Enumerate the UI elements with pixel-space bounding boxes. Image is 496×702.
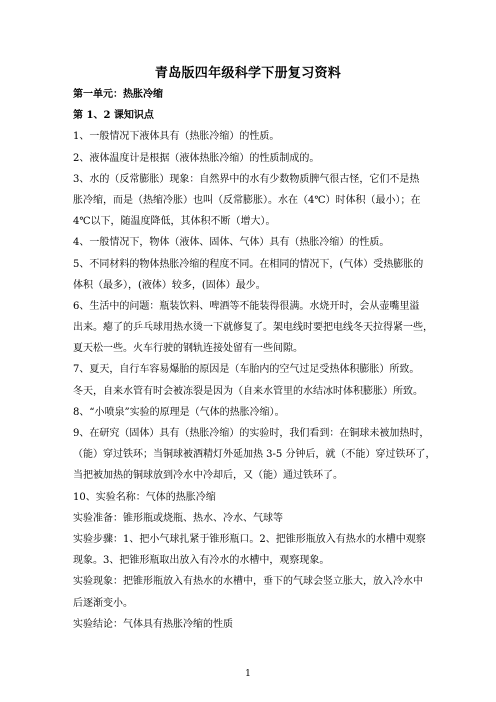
- section-heading: 第 1、2 课知识点: [73, 110, 154, 122]
- text-line: 9、在研究（固体）具有（热胀冷缩）的实验时，我们看到：在铜球未被加热时，: [73, 428, 430, 439]
- text-line: 4、一般情况下，物体（液体、固体、气体）具有（热胀冷缩）的性质。: [73, 237, 390, 249]
- text-line: 实验准备：锥形瓶或烧瓶、热水、冷水、气球等: [73, 512, 283, 524]
- text-line: 当把被加热的铜球放到冷水中冷却后，又（能）通过铁环了。: [73, 470, 343, 482]
- text-line: 3、水的（反常膨胀）现象：自然界中的水有少数物质脾气很古怪，它们不是热: [73, 173, 420, 185]
- text-line: 现象。3、把锥形瓶取出放入有冷水的水槽中，观察现象。: [73, 555, 330, 567]
- text-line: （能）穿过铁环；当铜球被酒精灯外延加热 3-5 分钟后，就（不能）穿过铁环了，: [73, 449, 436, 461]
- text-line: 实验现象：把锥形瓶放入有热水的水槽中，垂下的气球会竖立胀大，放入冷水中: [73, 576, 423, 588]
- text-line: 8、“小喷泉”实验的原理是（气体的热胀冷缩）。: [73, 406, 285, 418]
- unit-heading: 第一单元：热胀冷缩: [73, 89, 163, 100]
- text-line: 实验步骤：1、把小气球扎紧于锥形瓶口。2、把锥形瓶放入有热水的水槽中观察: [73, 533, 426, 545]
- text-line: 实验结论：气体具有热胀冷缩的性质: [73, 618, 233, 630]
- text-line: 夏天松一些。火车行驶的钢轨连接处留有一些间隙。: [73, 343, 303, 355]
- text-line: 后逐渐变小。: [73, 597, 133, 609]
- text-line: 6、生活中的问题：瓶装饮料、啤酒等不能装得很满。水烧开时，会从壶嘴里溢: [73, 300, 420, 312]
- page-number: 1: [245, 669, 251, 679]
- text-line: 胀冷缩，而是（热缩冷胀）也叫（反常膨胀）。水在（4℃）时体积（最小）；在: [73, 194, 421, 206]
- text-line: 出来。瘪了的乒乓球用热水烫一下就修复了。架电线时要把电线冬天拉得紧一些，: [73, 322, 433, 334]
- document-title: 青岛版四年级科学下册复习资料: [154, 66, 342, 81]
- text-line: 体积（最多），(液体）较多，(固体）最少。: [73, 279, 266, 291]
- text-line: 4℃以下，随温度降低，其体积不断（增大）。: [73, 216, 276, 228]
- text-line: 冬天，自来水管有时会被冻裂是因为（自来水管里的水结冰时体积膨胀）所致。: [73, 385, 423, 397]
- text-line: 2、液体温度计是根据（液体热胀冷缩）的性质制成的。: [73, 152, 320, 164]
- document-body: [73, 84, 436, 635]
- text-line: 1、一般情况下液体具有（热胀冷缩）的性质。: [73, 131, 280, 143]
- text-line: 10、实验名称：气体的热胀冷缩: [73, 491, 216, 503]
- text-line: 7、夏天，自行车容易爆胎的原因是（车胎内的空气过足受热体积膨胀）所致。: [73, 364, 420, 376]
- text-line: 5、不同材料的物体热胀冷缩的程度不同。在相同的情况下，(气体）受热膨胀的: [73, 258, 424, 270]
